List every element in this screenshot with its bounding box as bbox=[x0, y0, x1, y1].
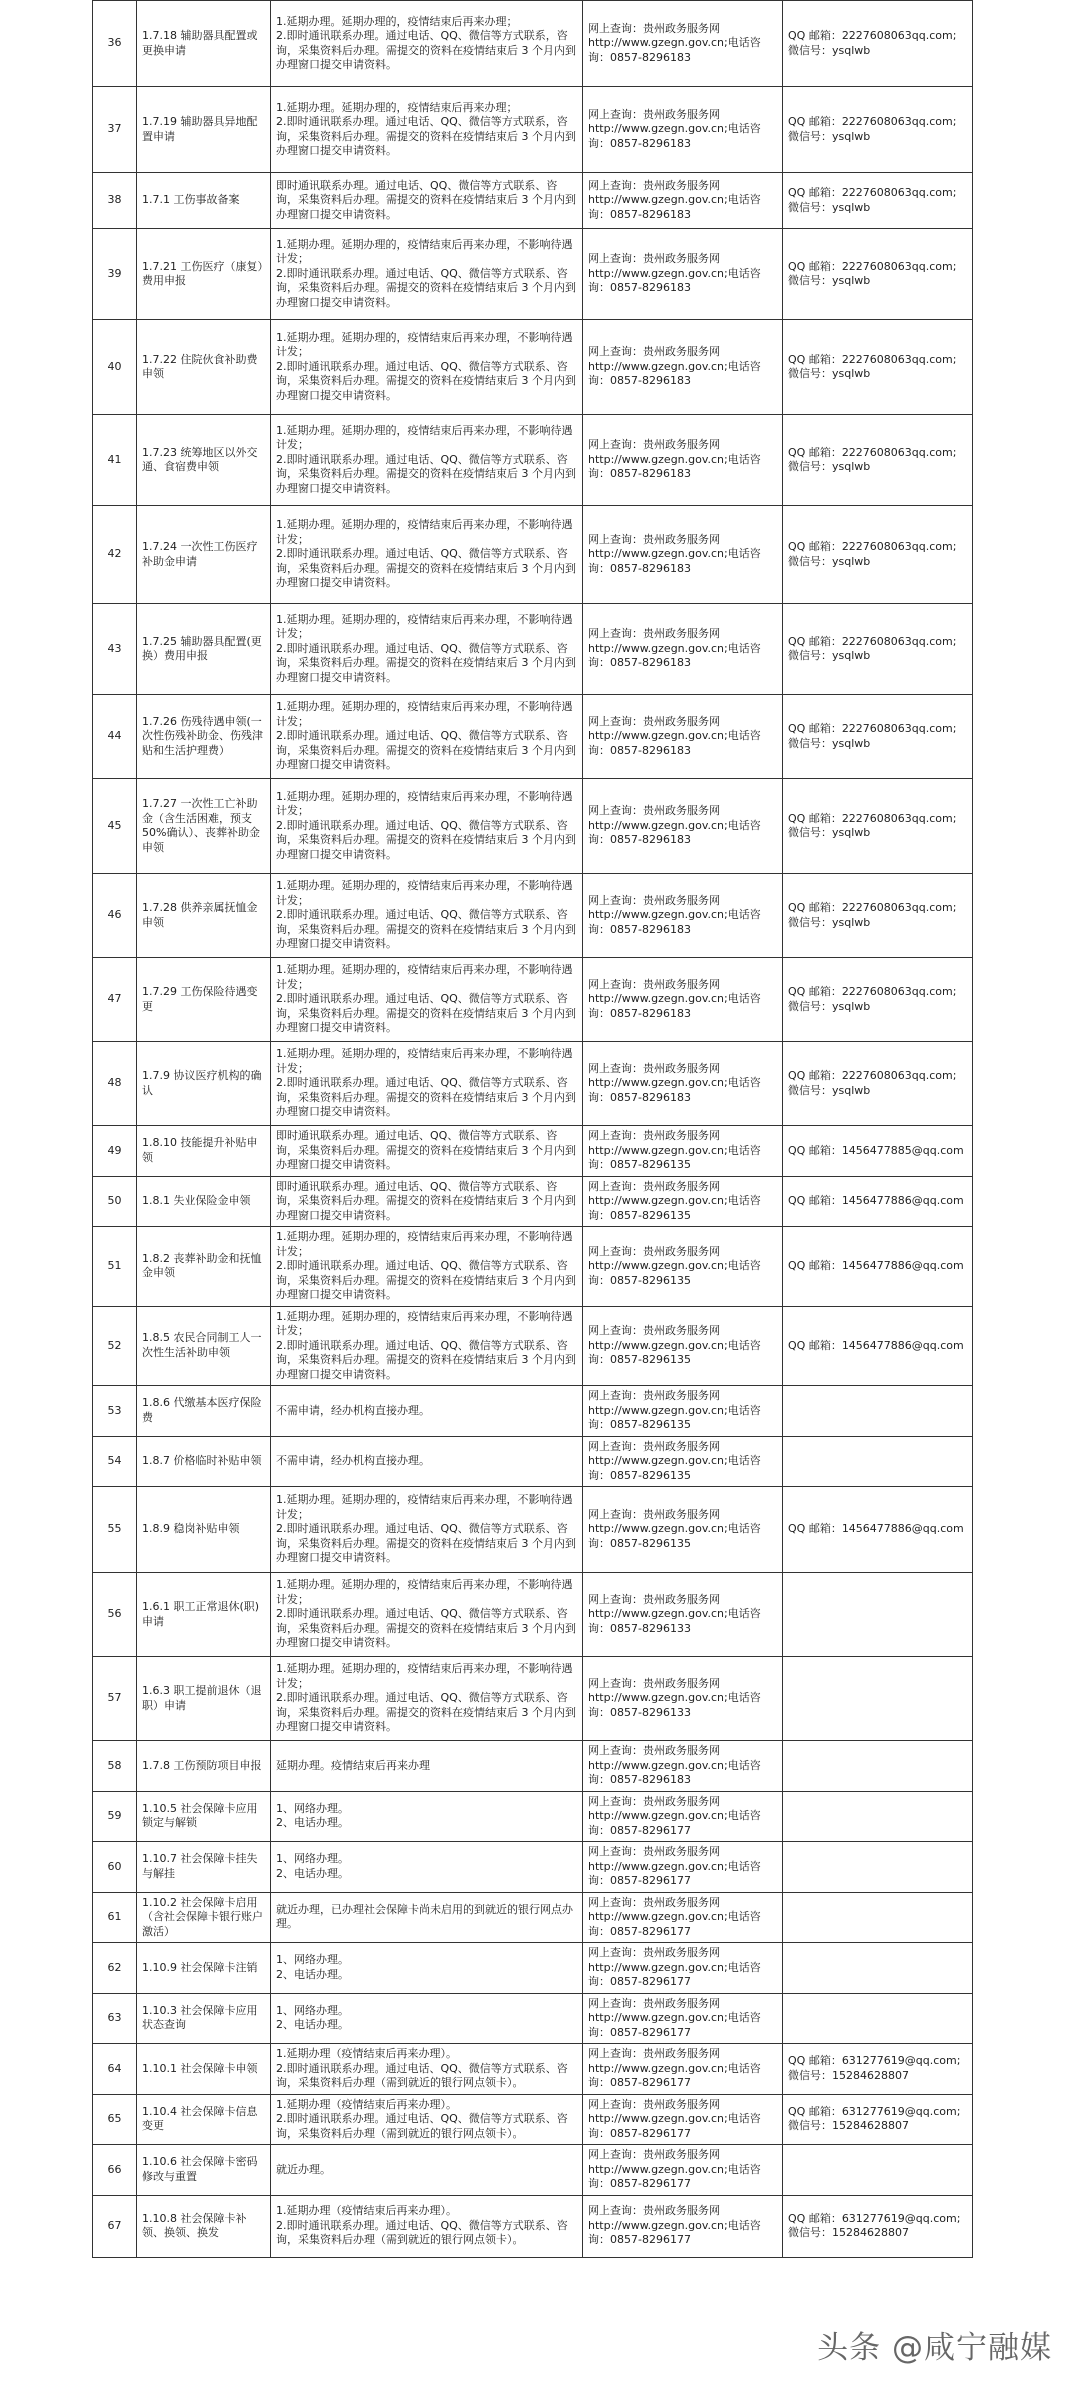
row-handling-method: 1.延期办理。延期办理的，疫情结束后再来办理，不影响待遇计发； 2.即时通讯联系办理。通过电话、QQ、微信等方式联系、咨询，采集资料后办理。需提交的资料在疫情结束后 3 个月内到办理窗口提交申请资料。 bbox=[271, 1573, 583, 1657]
row-item-name: 1.8.2 丧葬补助金和抚恤金申领 bbox=[137, 1227, 271, 1307]
table-row bbox=[93, 695, 973, 779]
row-number: 65 bbox=[93, 2094, 137, 2145]
row-number: 67 bbox=[93, 2195, 137, 2257]
table-row bbox=[93, 506, 973, 604]
row-contact: QQ 邮箱：631277619@qq.com; 微信号：15284628807 bbox=[783, 2044, 973, 2095]
table-row bbox=[93, 1943, 973, 1994]
table-row bbox=[93, 1, 973, 87]
row-item-name: 1.10.7 社会保障卡挂失与解挂 bbox=[137, 1842, 271, 1893]
row-query-channel: 网上查询：贵州政务服务网 http://www.gzegn.gov.cn;电话咨询：0857-8296183 bbox=[583, 1741, 783, 1792]
row-number: 50 bbox=[93, 1176, 137, 1227]
row-handling-method: 1.延期办理。延期办理的，疫情结束后再来办理，不影响待遇计发； 2.即时通讯联系办理。通过电话、QQ、微信等方式联系、咨询，采集资料后办理。需提交的资料在疫情结束后 3 个月内到办理窗口提交申请资料。 bbox=[271, 1657, 583, 1741]
row-item-name: 1.10.9 社会保障卡注销 bbox=[137, 1943, 271, 1994]
row-number: 64 bbox=[93, 2044, 137, 2095]
row-number: 43 bbox=[93, 604, 137, 695]
row-query-channel: 网上查询：贵州政务服务网 http://www.gzegn.gov.cn;电话咨询：0857-8296183 bbox=[583, 1, 783, 87]
row-contact bbox=[783, 1842, 973, 1893]
table-row bbox=[93, 874, 973, 958]
row-handling-method: 1.延期办理。延期办理的，疫情结束后再来办理，不影响待遇计发； 2.即时通讯联系办理。通过电话、QQ、微信等方式联系、咨询，采集资料后办理。需提交的资料在疫情结束后 3 个月内到办理窗口提交申请资料。 bbox=[271, 229, 583, 320]
row-number: 63 bbox=[93, 1993, 137, 2044]
row-item-name: 1.7.9 协议医疗机构的确认 bbox=[137, 1042, 271, 1126]
row-item-name: 1.6.3 职工提前退休（退职）申请 bbox=[137, 1657, 271, 1741]
table-row bbox=[93, 1791, 973, 1842]
row-query-channel: 网上查询：贵州政务服务网 http://www.gzegn.gov.cn;电话咨询：0857-8296177 bbox=[583, 1993, 783, 2044]
row-contact: QQ 邮箱：2227608063qq.com; 微信号：ysqlwb bbox=[783, 1, 973, 87]
row-query-channel: 网上查询：贵州政务服务网 http://www.gzegn.gov.cn;电话咨询：0857-8296133 bbox=[583, 1657, 783, 1741]
watermark: 头条 @咸宁融媒 bbox=[817, 2330, 1052, 2366]
row-number: 51 bbox=[93, 1227, 137, 1307]
row-handling-method: 1.延期办理。延期办理的，疫情结束后再来办理； 2.即时通讯联系办理。通过电话、QQ、微信等方式联系，咨询，采集资料后办理。需提交的资料在疫情结束后 3 个月内到办理窗口提交申请资料。 bbox=[271, 87, 583, 173]
row-contact bbox=[783, 1573, 973, 1657]
row-contact: QQ 邮箱：2227608063qq.com; 微信号：ysqlwb bbox=[783, 779, 973, 874]
row-item-name: 1.7.22 住院伙食补助费申领 bbox=[137, 320, 271, 415]
row-handling-method: 就近办理，已办理社会保障卡尚未启用的到就近的银行网点办理。 bbox=[271, 1892, 583, 1943]
row-query-channel: 网上查询：贵州政务服务网 http://www.gzegn.gov.cn;电话咨询：0857-8296183 bbox=[583, 87, 783, 173]
row-query-channel: 网上查询：贵州政务服务网 http://www.gzegn.gov.cn;电话咨询：0857-8296135 bbox=[583, 1227, 783, 1307]
row-item-name: 1.7.27 一次性工亡补助金（含生活困难，预支50%确认）、丧葬补助金申领 bbox=[137, 779, 271, 874]
table-row bbox=[93, 320, 973, 415]
row-item-name: 1.8.7 价格临时补贴申领 bbox=[137, 1436, 271, 1487]
row-item-name: 1.7.1 工伤事故备案 bbox=[137, 173, 271, 229]
row-query-channel: 网上查询：贵州政务服务网 http://www.gzegn.gov.cn;电话咨询：0857-8296177 bbox=[583, 2094, 783, 2145]
row-query-channel: 网上查询：贵州政务服务网 http://www.gzegn.gov.cn;电话咨询：0857-8296177 bbox=[583, 1842, 783, 1893]
table-row bbox=[93, 1306, 973, 1386]
row-number: 59 bbox=[93, 1791, 137, 1842]
row-handling-method: 不需申请，经办机构直接办理。 bbox=[271, 1386, 583, 1437]
row-number: 49 bbox=[93, 1126, 137, 1177]
row-query-channel: 网上查询：贵州政务服务网 http://www.gzegn.gov.cn;电话咨询：0857-8296135 bbox=[583, 1126, 783, 1177]
row-handling-method: 1.延期办理。延期办理的，疫情结束后再来办理，不影响待遇计发； 2.即时通讯联系办理。通过电话、QQ、微信等方式联系、咨询，采集资料后办理。需提交的资料在疫情结束后 3 个月内到办理窗口提交申请资料。 bbox=[271, 779, 583, 874]
table-row bbox=[93, 1042, 973, 1126]
row-contact: QQ 邮箱：2227608063qq.com; 微信号：ysqlwb bbox=[783, 958, 973, 1042]
table-row bbox=[93, 1176, 973, 1227]
table-row bbox=[93, 2044, 973, 2095]
table-row bbox=[93, 1657, 973, 1741]
row-handling-method: 1.延期办理。延期办理的，疫情结束后再来办理，不影响待遇计发； 2.即时通讯联系办理。通过电话、QQ、微信等方式联系、咨询，采集资料后办理。需提交的资料在疫情结束后 3 个月内到办理窗口提交申请资料。 bbox=[271, 1227, 583, 1307]
row-number: 36 bbox=[93, 1, 137, 87]
row-handling-method: 即时通讯联系办理。通过电话、QQ、微信等方式联系、咨询，采集资料后办理。需提交的资料在疫情结束后 3 个月内到办理窗口提交申请资料。 bbox=[271, 173, 583, 229]
row-contact: QQ 邮箱：631277619@qq.com; 微信号：15284628807 bbox=[783, 2195, 973, 2257]
row-item-name: 1.7.8 工伤预防项目申报 bbox=[137, 1741, 271, 1792]
row-query-channel: 网上查询：贵州政务服务网 http://www.gzegn.gov.cn;电话咨询：0857-8296183 bbox=[583, 506, 783, 604]
row-query-channel: 网上查询：贵州政务服务网 http://www.gzegn.gov.cn;电话咨询：0857-8296177 bbox=[583, 1791, 783, 1842]
row-handling-method: 1.延期办理。延期办理的，疫情结束后再来办理，不影响待遇计发； 2.即时通讯联系办理。通过电话、QQ、微信等方式联系、咨询，采集资料后办理。需提交的资料在疫情结束后 3 个月内到办理窗口提交申请资料。 bbox=[271, 320, 583, 415]
table-row bbox=[93, 958, 973, 1042]
table-row bbox=[93, 1487, 973, 1573]
row-contact: QQ 邮箱：2227608063qq.com; 微信号：ysqlwb bbox=[783, 415, 973, 506]
row-handling-method: 1.延期办理。延期办理的，疫情结束后再来办理，不影响待遇计发； 2.即时通讯联系办理。通过电话、QQ、微信等方式联系、咨询，采集资料后办理。需提交的资料在疫情结束后 3 个月内到办理窗口提交申请资料。 bbox=[271, 1042, 583, 1126]
row-contact: QQ 邮箱：2227608063qq.com; 微信号：ysqlwb bbox=[783, 604, 973, 695]
row-number: 53 bbox=[93, 1386, 137, 1437]
table-row bbox=[93, 229, 973, 320]
row-handling-method: 1.延期办理（疫情结束后再来办理）。 2.即时通讯联系办理。通过电话、QQ、微信等方式联系、咨询，采集资料后办理（需到就近的银行网点领卡）。 bbox=[271, 2094, 583, 2145]
row-contact bbox=[783, 1436, 973, 1487]
row-query-channel: 网上查询：贵州政务服务网 http://www.gzegn.gov.cn;电话咨询：0857-8296183 bbox=[583, 874, 783, 958]
table-row bbox=[93, 173, 973, 229]
row-item-name: 1.7.21 工伤医疗（康复）费用申报 bbox=[137, 229, 271, 320]
row-item-name: 1.10.6 社会保障卡密码修改与重置 bbox=[137, 2145, 271, 2196]
table-body bbox=[93, 1, 973, 2258]
row-item-name: 1.7.18 辅助器具配置或更换申请 bbox=[137, 1, 271, 87]
row-number: 56 bbox=[93, 1573, 137, 1657]
row-handling-method: 1.延期办理（疫情结束后再来办理）。 2.即时通讯联系办理。通过电话、QQ、微信等方式联系、咨询，采集资料后办理（需到就近的银行网点领卡）。 bbox=[271, 2195, 583, 2257]
row-contact: QQ 邮箱：1456477886@qq.com bbox=[783, 1227, 973, 1307]
row-handling-method: 1、网络办理。 2、电话办理。 bbox=[271, 1943, 583, 1994]
row-query-channel: 网上查询：贵州政务服务网 http://www.gzegn.gov.cn;电话咨询：0857-8296183 bbox=[583, 695, 783, 779]
row-number: 66 bbox=[93, 2145, 137, 2196]
row-contact: QQ 邮箱：2227608063qq.com; 微信号：ysqlwb bbox=[783, 1042, 973, 1126]
row-query-channel: 网上查询：贵州政务服务网 http://www.gzegn.gov.cn;电话咨询：0857-8296183 bbox=[583, 229, 783, 320]
table-row bbox=[93, 1892, 973, 1943]
row-contact: QQ 邮箱：2227608063qq.com; 微信号：ysqlwb bbox=[783, 695, 973, 779]
row-query-channel: 网上查询：贵州政务服务网 http://www.gzegn.gov.cn;电话咨询：0857-8296135 bbox=[583, 1487, 783, 1573]
row-contact: QQ 邮箱：2227608063qq.com; 微信号：ysqlwb bbox=[783, 506, 973, 604]
row-query-channel: 网上查询：贵州政务服务网 http://www.gzegn.gov.cn;电话咨询：0857-8296135 bbox=[583, 1176, 783, 1227]
row-contact: QQ 邮箱：1456477886@qq.com bbox=[783, 1176, 973, 1227]
row-number: 46 bbox=[93, 874, 137, 958]
row-item-name: 1.7.29 工伤保险待遇变更 bbox=[137, 958, 271, 1042]
row-contact: QQ 邮箱：1456477885@qq.com bbox=[783, 1126, 973, 1177]
row-contact: QQ 邮箱：1456477886@qq.com bbox=[783, 1306, 973, 1386]
row-query-channel: 网上查询：贵州政务服务网 http://www.gzegn.gov.cn;电话咨询：0857-8296183 bbox=[583, 415, 783, 506]
row-handling-method: 1、网络办理。 2、电话办理。 bbox=[271, 1791, 583, 1842]
row-item-name: 1.7.24 一次性工伤医疗补助金申请 bbox=[137, 506, 271, 604]
row-query-channel: 网上查询：贵州政务服务网 http://www.gzegn.gov.cn;电话咨询：0857-8296183 bbox=[583, 604, 783, 695]
row-contact bbox=[783, 1386, 973, 1437]
row-handling-method: 不需申请，经办机构直接办理。 bbox=[271, 1436, 583, 1487]
table-row bbox=[93, 1573, 973, 1657]
row-handling-method: 就近办理。 bbox=[271, 2145, 583, 2196]
row-query-channel: 网上查询：贵州政务服务网 http://www.gzegn.gov.cn;电话咨询：0857-8296177 bbox=[583, 2145, 783, 2196]
row-number: 48 bbox=[93, 1042, 137, 1126]
row-handling-method: 即时通讯联系办理。通过电话、QQ、微信等方式联系、咨询，采集资料后办理。需提交的资料在疫情结束后 3 个月内到办理窗口提交申请资料。 bbox=[271, 1176, 583, 1227]
row-contact: QQ 邮箱：2227608063qq.com; 微信号：ysqlwb bbox=[783, 173, 973, 229]
row-contact bbox=[783, 1657, 973, 1741]
row-number: 54 bbox=[93, 1436, 137, 1487]
row-item-name: 1.7.28 供养亲属抚恤金申领 bbox=[137, 874, 271, 958]
row-number: 37 bbox=[93, 87, 137, 173]
row-number: 55 bbox=[93, 1487, 137, 1573]
row-contact bbox=[783, 1791, 973, 1842]
row-contact: QQ 邮箱：2227608063qq.com; 微信号：ysqlwb bbox=[783, 87, 973, 173]
row-handling-method: 1.延期办理。延期办理的，疫情结束后再来办理，不影响待遇计发； 2.即时通讯联系办理。通过电话、QQ、微信等方式联系、咨询，采集资料后办理。需提交的资料在疫情结束后 3 个月内到办理窗口提交申请资料。 bbox=[271, 506, 583, 604]
row-item-name: 1.8.1 失业保险金申领 bbox=[137, 1176, 271, 1227]
table-row bbox=[93, 1436, 973, 1487]
table-row bbox=[93, 2145, 973, 2196]
row-item-name: 1.7.26 伤残待遇申领(一次性伤残补助金、伤残津贴和生活护理费） bbox=[137, 695, 271, 779]
table-row bbox=[93, 1993, 973, 2044]
row-number: 38 bbox=[93, 173, 137, 229]
row-handling-method: 1.延期办理。延期办理的，疫情结束后再来办理，不影响待遇计发； 2.即时通讯联系办理。通过电话、QQ、微信等方式联系、咨询，采集资料后办理。需提交的资料在疫情结束后 3 个月内到办理窗口提交申请资料。 bbox=[271, 1306, 583, 1386]
row-number: 47 bbox=[93, 958, 137, 1042]
table-row bbox=[93, 1227, 973, 1307]
row-contact: QQ 邮箱：631277619@qq.com; 微信号：15284628807 bbox=[783, 2094, 973, 2145]
row-item-name: 1.10.5 社会保障卡应用锁定与解锁 bbox=[137, 1791, 271, 1842]
row-query-channel: 网上查询：贵州政务服务网 http://www.gzegn.gov.cn;电话咨询：0857-8296183 bbox=[583, 320, 783, 415]
row-number: 62 bbox=[93, 1943, 137, 1994]
row-contact bbox=[783, 1993, 973, 2044]
row-item-name: 1.7.19 辅助器具异地配置申请 bbox=[137, 87, 271, 173]
row-number: 42 bbox=[93, 506, 137, 604]
row-item-name: 1.8.6 代缴基本医疗保险费 bbox=[137, 1386, 271, 1437]
row-item-name: 1.10.3 社会保障卡应用状态查询 bbox=[137, 1993, 271, 2044]
row-handling-method: 延期办理。疫情结束后再来办理 bbox=[271, 1741, 583, 1792]
table-row bbox=[93, 1842, 973, 1893]
table-row bbox=[93, 604, 973, 695]
table-row bbox=[93, 415, 973, 506]
row-query-channel: 网上查询：贵州政务服务网 http://www.gzegn.gov.cn;电话咨询：0857-8296135 bbox=[583, 1386, 783, 1437]
row-contact: QQ 邮箱：1456477886@qq.com bbox=[783, 1487, 973, 1573]
row-number: 58 bbox=[93, 1741, 137, 1792]
row-query-channel: 网上查询：贵州政务服务网 http://www.gzegn.gov.cn;电话咨询：0857-8296135 bbox=[583, 1436, 783, 1487]
row-number: 41 bbox=[93, 415, 137, 506]
row-query-channel: 网上查询：贵州政务服务网 http://www.gzegn.gov.cn;电话咨询：0857-8296177 bbox=[583, 1943, 783, 1994]
row-number: 52 bbox=[93, 1306, 137, 1386]
row-contact bbox=[783, 2145, 973, 2196]
row-handling-method: 即时通讯联系办理。通过电话、QQ、微信等方式联系、咨询，采集资料后办理。需提交的资料在疫情结束后 3 个月内到办理窗口提交申请资料。 bbox=[271, 1126, 583, 1177]
row-item-name: 1.6.1 职工正常退休(职)申请 bbox=[137, 1573, 271, 1657]
row-item-name: 1.7.23 统筹地区以外交通、食宿费申领 bbox=[137, 415, 271, 506]
table-row bbox=[93, 2094, 973, 2145]
row-number: 60 bbox=[93, 1842, 137, 1893]
row-query-channel: 网上查询：贵州政务服务网 http://www.gzegn.gov.cn;电话咨询：0857-8296177 bbox=[583, 2044, 783, 2095]
table-row bbox=[93, 87, 973, 173]
row-handling-method: 1、网络办理。 2、电话办理。 bbox=[271, 1993, 583, 2044]
row-query-channel: 网上查询：贵州政务服务网 http://www.gzegn.gov.cn;电话咨询：0857-8296183 bbox=[583, 173, 783, 229]
row-number: 44 bbox=[93, 695, 137, 779]
row-handling-method: 1.延期办理。延期办理的，疫情结束后再来办理，不影响待遇计发； 2.即时通讯联系办理。通过电话、QQ、微信等方式联系、咨询，采集资料后办理。需提交的资料在疫情结束后 3 个月内到办理窗口提交申请资料。 bbox=[271, 604, 583, 695]
row-query-channel: 网上查询：贵州政务服务网 http://www.gzegn.gov.cn;电话咨询：0857-8296183 bbox=[583, 779, 783, 874]
row-contact: QQ 邮箱：2227608063qq.com; 微信号：ysqlwb bbox=[783, 320, 973, 415]
service-table bbox=[92, 0, 973, 2258]
row-handling-method: 1.延期办理。延期办理的，疫情结束后再来办理，不影响待遇计发； 2.即时通讯联系办理。通过电话、QQ、微信等方式联系、咨询，采集资料后办理。需提交的资料在疫情结束后 3 个月内到办理窗口提交申请资料。 bbox=[271, 1487, 583, 1573]
row-query-channel: 网上查询：贵州政务服务网 http://www.gzegn.gov.cn;电话咨询：0857-8296183 bbox=[583, 1042, 783, 1126]
row-number: 39 bbox=[93, 229, 137, 320]
row-contact: QQ 邮箱：2227608063qq.com; 微信号：ysqlwb bbox=[783, 874, 973, 958]
row-contact bbox=[783, 1892, 973, 1943]
row-query-channel: 网上查询：贵州政务服务网 http://www.gzegn.gov.cn;电话咨询：0857-8296183 bbox=[583, 958, 783, 1042]
row-contact bbox=[783, 1741, 973, 1792]
row-handling-method: 1.延期办理。延期办理的，疫情结束后再来办理； 2.即时通讯联系办理。通过电话、QQ、微信等方式联系，咨询，采集资料后办理。需提交的资料在疫情结束后 3 个月内到办理窗口提交申请资料。 bbox=[271, 1, 583, 87]
row-query-channel: 网上查询：贵州政务服务网 http://www.gzegn.gov.cn;电话咨询：0857-8296133 bbox=[583, 1573, 783, 1657]
row-query-channel: 网上查询：贵州政务服务网 http://www.gzegn.gov.cn;电话咨询：0857-8296177 bbox=[583, 1892, 783, 1943]
row-number: 45 bbox=[93, 779, 137, 874]
row-contact bbox=[783, 1943, 973, 1994]
table-row bbox=[93, 2195, 973, 2257]
row-item-name: 1.8.5 农民合同制工人一次性生活补助申领 bbox=[137, 1306, 271, 1386]
row-item-name: 1.8.9 稳岗补贴申领 bbox=[137, 1487, 271, 1573]
table-row bbox=[93, 1386, 973, 1437]
row-number: 40 bbox=[93, 320, 137, 415]
row-handling-method: 1.延期办理。延期办理的，疫情结束后再来办理，不影响待遇计发； 2.即时通讯联系办理。通过电话、QQ、微信等方式联系、咨询，采集资料后办理。需提交的资料在疫情结束后 3 个月内到办理窗口提交申请资料。 bbox=[271, 874, 583, 958]
row-item-name: 1.7.25 辅助器具配置(更换）费用申报 bbox=[137, 604, 271, 695]
row-handling-method: 1.延期办理。延期办理的，疫情结束后再来办理，不影响待遇计发； 2.即时通讯联系办理。通过电话、QQ、微信等方式联系、咨询，采集资料后办理。需提交的资料在疫情结束后 3 个月内到办理窗口提交申请资料。 bbox=[271, 415, 583, 506]
row-query-channel: 网上查询：贵州政务服务网 http://www.gzegn.gov.cn;电话咨询：0857-8296135 bbox=[583, 1306, 783, 1386]
row-item-name: 1.8.10 技能提升补贴申领 bbox=[137, 1126, 271, 1177]
row-handling-method: 1.延期办理。延期办理的，疫情结束后再来办理，不影响待遇计发； 2.即时通讯联系办理。通过电话、QQ、微信等方式联系、咨询，采集资料后办理。需提交的资料在疫情结束后 3 个月内到办理窗口提交申请资料。 bbox=[271, 958, 583, 1042]
row-item-name: 1.10.8 社会保障卡补领、换领、换发 bbox=[137, 2195, 271, 2257]
row-query-channel: 网上查询：贵州政务服务网 http://www.gzegn.gov.cn;电话咨询：0857-8296177 bbox=[583, 2195, 783, 2257]
table-row bbox=[93, 1741, 973, 1792]
row-item-name: 1.10.1 社会保障卡申领 bbox=[137, 2044, 271, 2095]
row-number: 57 bbox=[93, 1657, 137, 1741]
row-item-name: 1.10.2 社会保障卡启用（含社会保障卡银行账户激活） bbox=[137, 1892, 271, 1943]
table-row bbox=[93, 779, 973, 874]
row-handling-method: 1.延期办理（疫情结束后再来办理）。 2.即时通讯联系办理。通过电话、QQ、微信等方式联系、咨询，采集资料后办理（需到就近的银行网点领卡）。 bbox=[271, 2044, 583, 2095]
table-row bbox=[93, 1126, 973, 1177]
row-item-name: 1.10.4 社会保障卡信息变更 bbox=[137, 2094, 271, 2145]
row-handling-method: 1、网络办理。 2、电话办理。 bbox=[271, 1842, 583, 1893]
row-handling-method: 1.延期办理。延期办理的，疫情结束后再来办理，不影响待遇计发； 2.即时通讯联系办理。通过电话、QQ、微信等方式联系、咨询，采集资料后办理。需提交的资料在疫情结束后 3 个月内到办理窗口提交申请资料。 bbox=[271, 695, 583, 779]
row-number: 61 bbox=[93, 1892, 137, 1943]
row-contact: QQ 邮箱：2227608063qq.com; 微信号：ysqlwb bbox=[783, 229, 973, 320]
